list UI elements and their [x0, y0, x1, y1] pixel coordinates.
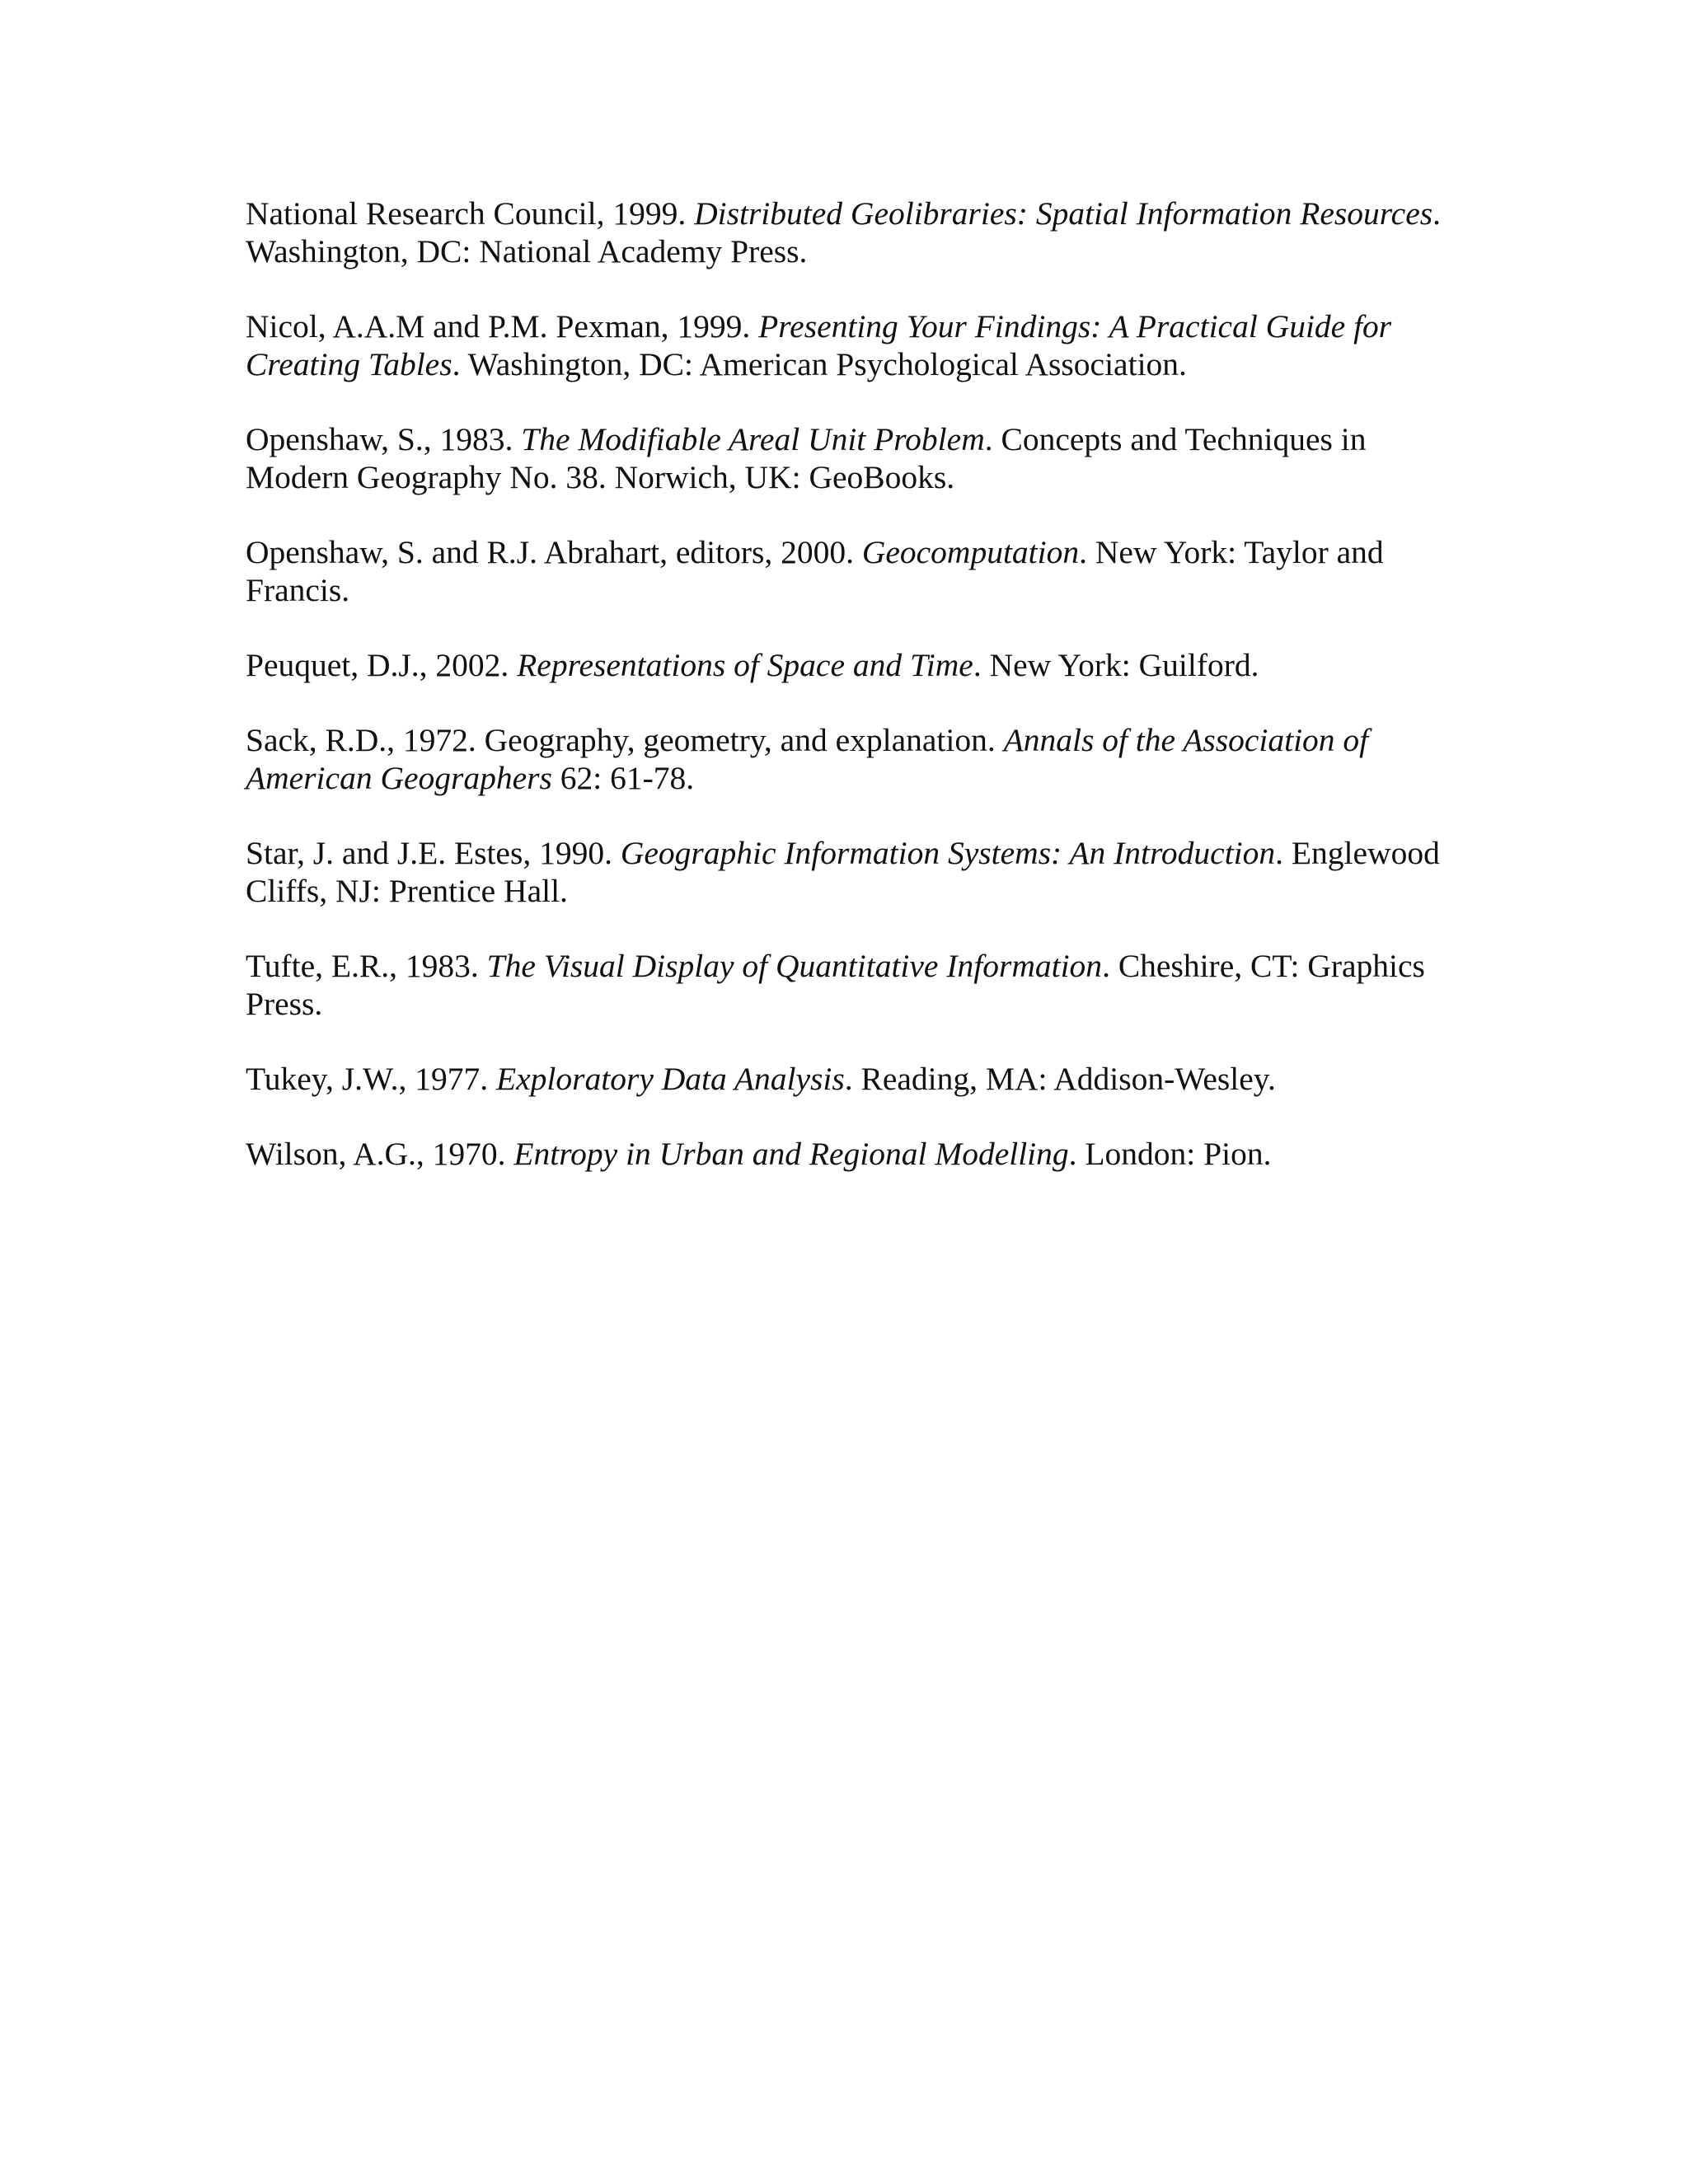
reference-publisher: . Englewood Cliffs, NJ: Prentice Hall.: [246, 835, 1440, 909]
reference-entry: [246, 834, 1465, 910]
reference-authors-year: Openshaw, S., 1983.: [246, 421, 522, 457]
reference-entry: [246, 721, 1465, 797]
reference-authors-year: Tukey, J.W., 1977.: [246, 1061, 496, 1097]
reference-title: Representations of Space and Time: [517, 647, 973, 683]
reference-publisher: . Concepts and Techniques in Modern Geography No. 38. Norwich, UK: GeoBooks.: [246, 421, 1367, 495]
reference-publisher: . Reading, MA: Addison-Wesley.: [844, 1061, 1276, 1097]
reference-publisher: . New York: Taylor and Francis.: [246, 534, 1384, 608]
reference-title: Annals of the Association of American Geographers: [246, 722, 1369, 796]
reference-authors-year: Nicol, A.A.M and P.M. Pexman, 1999.: [246, 308, 759, 344]
reference-title: Distributed Geolibraries: Spatial Information Resources: [694, 195, 1433, 232]
reference-authors-year: Wilson, A.G., 1970.: [246, 1136, 514, 1172]
reference-publisher: . Washington, DC: National Academy Press.: [246, 195, 1441, 269]
reference-publisher: 62: 61-78.: [551, 760, 695, 796]
reference-authors-year: Sack, R.D., 1972. Geography, geometry, and explanation.: [246, 722, 1004, 758]
reference-authors-year: National Research Council, 1999.: [246, 195, 695, 232]
reference-list: [246, 194, 1465, 1210]
reference-authors-year: Star, J. and J.E. Estes, 1990.: [246, 835, 621, 871]
reference-entry: [246, 1060, 1465, 1098]
reference-publisher: . London: Pion.: [1068, 1136, 1272, 1172]
reference-entry: [246, 646, 1465, 684]
reference-entry: [246, 307, 1465, 383]
reference-publisher: . New York: Guilford.: [973, 647, 1259, 683]
reference-title: Geocomputation: [861, 534, 1080, 570]
reference-publisher: . Cheshire, CT: Graphics Press.: [246, 948, 1425, 1022]
reference-entry: [246, 947, 1465, 1023]
reference-title: Exploratory Data Analysis: [495, 1061, 845, 1097]
reference-entry: [246, 420, 1465, 496]
reference-title: Geographic Information Systems: An Introduction: [620, 835, 1276, 871]
reference-title: The Visual Display of Quantitative Information: [486, 948, 1103, 984]
reference-authors-year: Peuquet, D.J., 2002.: [246, 647, 518, 683]
reference-entry: [246, 1135, 1465, 1173]
reference-title: The Modifiable Areal Unit Problem: [521, 421, 985, 457]
reference-entry: [246, 194, 1465, 270]
reference-authors-year: Tufte, E.R., 1983.: [246, 948, 487, 984]
reference-title: Presenting Your Findings: A Practical Guide for Creating Tables: [246, 308, 1392, 382]
reference-title: Entropy in Urban and Regional Modelling: [513, 1136, 1069, 1172]
reference-authors-year: Openshaw, S. and R.J. Abrahart, editors, 2000.: [246, 534, 862, 570]
reference-publisher: . Washington, DC: American Psychological Association.: [452, 346, 1187, 382]
reference-entry: [246, 533, 1465, 609]
